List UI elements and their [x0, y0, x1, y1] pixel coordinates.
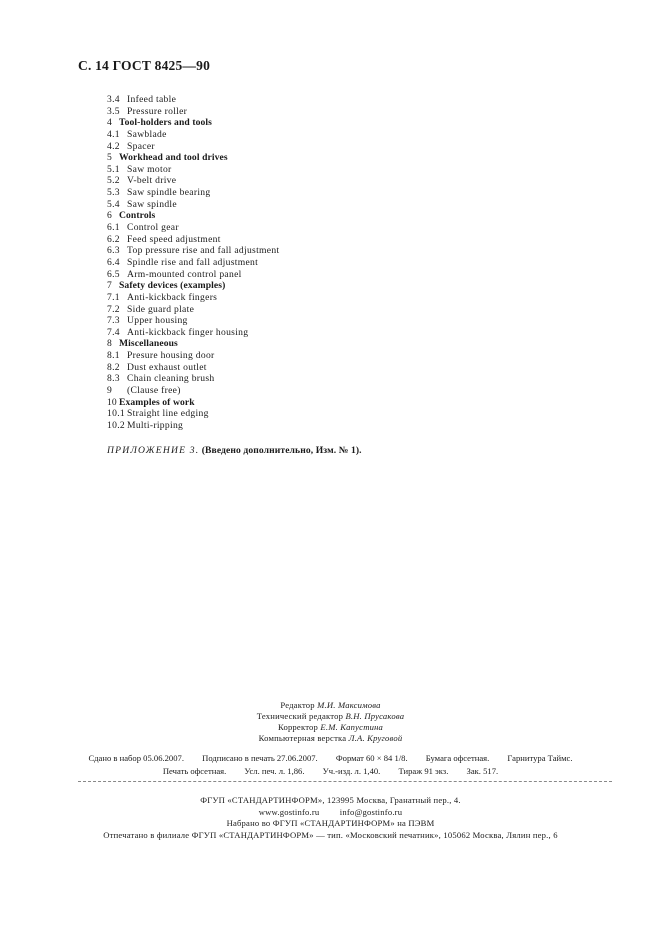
toc-item	[107, 315, 279, 327]
toc-text: Controls	[119, 210, 156, 222]
toc-section-heading	[107, 280, 279, 292]
toc-text: Infeed table	[127, 94, 177, 105]
toc-number: 5	[107, 152, 112, 164]
toc-text: Control gear	[127, 222, 179, 234]
appendix-label: ПРИЛОЖЕНИЕ 3.	[107, 445, 200, 456]
pubinfo-order: Зак. 517.	[466, 765, 499, 776]
toc-item	[107, 420, 279, 432]
toc-text: Tool-holders and tools	[119, 117, 213, 129]
editors-block	[0, 700, 661, 744]
toc-item	[107, 222, 279, 234]
publisher-printed: Отпечатано в филиале ФГУП «СТАНДАРТИНФОРМ» — тип. «Московский печатник», 105062 Москва, Лялин пер., 6	[103, 829, 558, 840]
toc-text: Miscellaneous	[119, 338, 178, 350]
toc-section-heading	[107, 210, 279, 222]
toc-item	[107, 245, 279, 257]
toc-item	[107, 175, 279, 187]
toc-text: Saw motor	[127, 163, 172, 175]
toc-item	[107, 269, 279, 281]
toc-number: 10	[107, 396, 117, 408]
toc-number: 7.1	[107, 291, 120, 303]
toc-number: 6.1	[107, 222, 120, 234]
toc-text: Top pressure rise and fall adjustment	[127, 245, 280, 257]
toc-item	[107, 164, 279, 176]
toc-item	[107, 408, 279, 420]
toc-text: Saw spindle	[127, 198, 177, 210]
toc-item	[107, 327, 279, 339]
pubinfo-line-1	[0, 752, 661, 765]
toc-item	[107, 304, 279, 316]
toc-number: 3.4	[107, 94, 120, 105]
toc-text: Anti-kickback finger housing	[127, 326, 249, 338]
toc-text: Multi-ripping	[127, 419, 184, 431]
toc-item	[107, 385, 279, 397]
toc-text: Chain cleaning brush	[127, 373, 215, 385]
toc-number: 5.3	[107, 187, 120, 199]
publisher-email-link[interactable]: info@gostinfo.ru	[339, 806, 403, 817]
toc-number: 5.2	[107, 175, 120, 187]
pubinfo-print-sheets: Усл. печ. л. 1,86.	[244, 765, 305, 776]
toc-text: V-belt drive	[127, 175, 177, 187]
toc-text: Workhead and tool drives	[119, 152, 228, 164]
toc-text: Spacer	[127, 140, 155, 152]
appendix-note	[107, 445, 362, 456]
toc-number: 6.2	[107, 233, 120, 245]
toc-item	[107, 141, 279, 153]
pubinfo-signed-date: Подписано в печать 27.06.2007.	[202, 753, 318, 763]
tech-editor-line: Технический редактор В.Н. Прусакова	[256, 711, 405, 721]
toc-number: 4	[107, 117, 112, 129]
toc-section-heading	[107, 338, 279, 350]
toc-number: 10.1	[107, 408, 125, 420]
toc-number: 7.2	[107, 303, 120, 315]
pubinfo-typeface: Гарнитура Таймс.	[507, 753, 573, 763]
pubinfo-line-2	[0, 765, 661, 778]
toc-item	[107, 199, 279, 211]
pubinfo-typeset-date: Сдано в набор 05.06.2007.	[88, 753, 184, 763]
toc-item	[107, 373, 279, 385]
publisher-website-link[interactable]: www.gostinfo.ru	[258, 806, 320, 817]
pubinfo-circulation: Тираж 91 экз.	[398, 765, 449, 776]
toc-number: 3.5	[107, 105, 120, 117]
toc-number: 5.4	[107, 198, 120, 210]
toc-number: 7.3	[107, 315, 120, 327]
toc-number: 8.3	[107, 373, 120, 385]
toc-number: 7	[107, 280, 112, 292]
toc-number: 10.2	[107, 419, 125, 431]
toc-text: Saw spindle bearing	[127, 187, 211, 199]
toc-item	[107, 257, 279, 269]
toc-text: Side guard plate	[127, 303, 195, 315]
toc-text: Arm-mounted control panel	[127, 268, 242, 280]
toc-item	[107, 94, 279, 106]
toc-text: Upper housing	[127, 315, 188, 327]
publisher-address: ФГУП «СТАНДАРТИНФОРМ», 123995 Москва, Гранатный пер., 4.	[200, 795, 461, 805]
toc-number: 8.1	[107, 350, 120, 362]
toc-number: 6.5	[107, 268, 120, 280]
toc-number: 6	[107, 210, 112, 222]
toc-number: 5.1	[107, 163, 120, 175]
toc-item	[107, 350, 279, 362]
toc-list	[107, 94, 279, 432]
publication-info	[0, 752, 661, 777]
toc-text: Presure housing door	[127, 350, 215, 362]
pubinfo-printing: Печать офсетная.	[162, 765, 227, 776]
toc-text: Anti-kickback fingers	[127, 291, 218, 303]
toc-number: 8	[107, 338, 112, 350]
toc-text: Dust exhaust outlet	[127, 361, 207, 373]
corrector-line: Корректор Е.М. Капустина	[277, 722, 384, 732]
toc-section-heading	[107, 152, 279, 164]
publisher-block	[0, 795, 661, 841]
toc-text: Pressure roller	[127, 105, 188, 117]
toc-item	[107, 234, 279, 246]
toc-number: 6.3	[107, 245, 120, 257]
toc-section-heading	[107, 397, 279, 409]
pubinfo-pub-sheets: Уч.-изд. л. 1,40.	[322, 765, 381, 776]
toc-text: Feed speed adjustment	[127, 233, 221, 245]
page-header: С. 14 ГОСТ 8425—90	[78, 58, 211, 73]
toc-number: 9	[107, 385, 113, 397]
publisher-web	[0, 807, 661, 819]
toc-text: (Clause free)	[127, 385, 181, 397]
pubinfo-format: Формат 60 × 84 1/8.	[335, 753, 408, 763]
pubinfo-paper: Бумага офсетная.	[425, 753, 490, 763]
toc-text: Sawblade	[127, 128, 167, 140]
toc-number: 4.1	[107, 128, 120, 140]
toc-section-heading	[107, 117, 279, 129]
toc-text: Safety devices (examples)	[119, 280, 226, 292]
toc-number: 8.2	[107, 361, 120, 373]
toc-item	[107, 129, 279, 141]
toc-item	[107, 292, 279, 304]
toc-number: 7.4	[107, 326, 120, 338]
layout-line: Компьютерная верстка Л.А. Круговой	[258, 733, 403, 743]
toc-item	[107, 187, 279, 199]
toc-text: Straight line edging	[127, 408, 209, 420]
appendix-amendment: (Введено дополнительно, Изм. № 1).	[201, 445, 362, 456]
toc-item	[107, 362, 279, 374]
toc-number: 4.2	[107, 140, 120, 152]
toc-item	[107, 106, 279, 118]
toc-text: Spindle rise and fall adjustment	[127, 256, 259, 268]
editor-line: Редактор М.И. Максимова	[280, 700, 381, 710]
publisher-typeset: Набрано во ФГУП «СТАНДАРТИНФОРМ» на ПЭВМ	[226, 818, 435, 828]
toc-number: 6.4	[107, 256, 120, 268]
toc-text: Examples of work	[119, 396, 195, 408]
separator-rule	[78, 781, 612, 782]
